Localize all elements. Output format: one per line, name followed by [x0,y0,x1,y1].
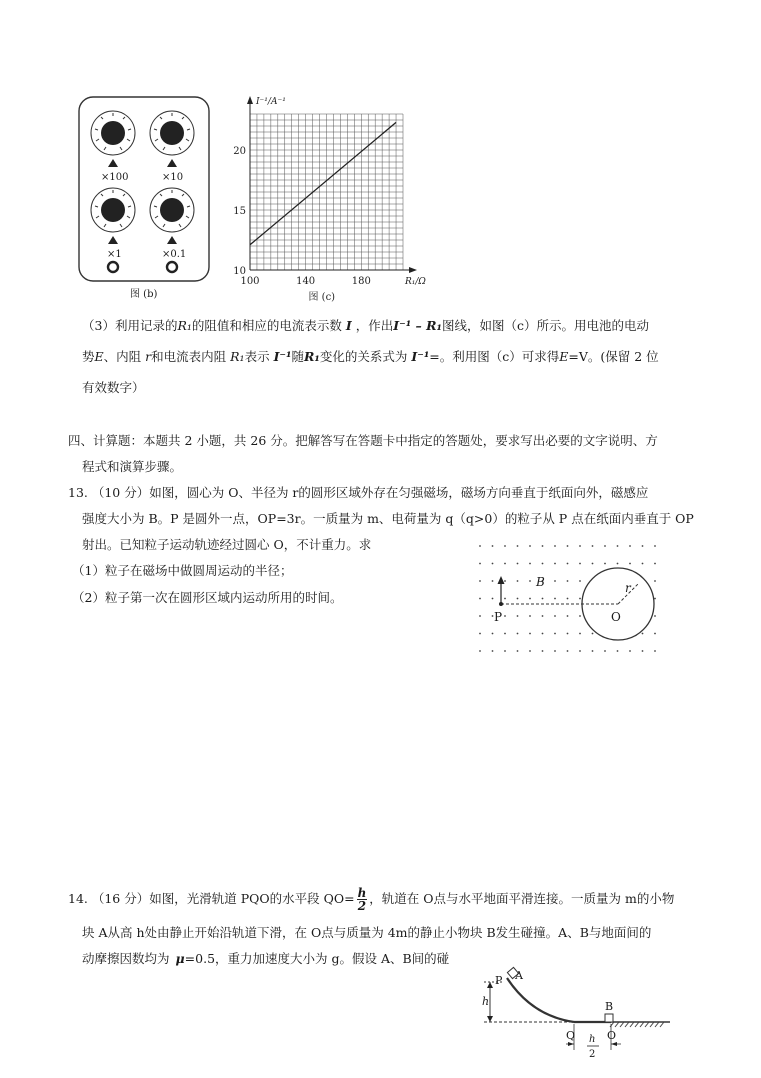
field-dot [504,580,506,582]
field-dot [529,598,531,600]
figure-b [78,96,210,282]
label-P: P [494,610,503,624]
field-dot [492,545,494,547]
field-dot [542,650,544,652]
field-dot [554,633,556,635]
series-line [250,122,396,244]
field-dot [492,650,494,652]
fraction-num: h [589,1034,596,1045]
field-dot [542,598,544,600]
label-P: P [495,974,503,987]
field-dot [529,580,531,582]
field-dot [579,545,581,547]
field-dot [642,563,644,565]
curved-track [507,978,574,1022]
field-dot [479,545,481,547]
q13-subquestion-2: （2）粒子第一次在圆形区域内运动所用的时间。 [72,590,343,605]
figure-c-caption: 图 (c) [308,292,336,302]
field-dot [629,545,631,547]
section4-line-1: 四、计算题：本题共 2 小题，共 26 分。把解答写在答题卡中指定的答题处，要求写出必要的文字说明、方 [68,433,658,448]
field-dot [479,633,481,635]
field-dot [479,598,481,600]
ground-hatch [655,1022,659,1027]
field-dot [579,650,581,652]
knob-x100 [91,111,135,167]
field-dot [579,615,581,617]
field-dot [517,633,519,635]
q14-line-2: 块 A从高 h处由静止开始沿轨道下滑，在 O点与质量为 4m的静止小物块 B发生碰撞。A、B与地面间的 [82,925,652,940]
field-dot [617,563,619,565]
q14-line-1: 14. （16 分）如图，光滑轨道 PQO的水平段 QO= $\frac{h}{2}$ ，轨道在 O点与水平地面平滑连接。一质量为 m的小物 [68,886,675,913]
field-dot [604,563,606,565]
field-dot [492,580,494,582]
q12-line-2: 势E、内阻 r和电流表内阻 R₁表示 I⁻¹随R₁变化的关系式为 I⁻¹=。利用图（c）可求得E=V。(保留 2 位 [82,349,659,364]
label-O: O [607,1029,617,1042]
section4-line-2: 程式和演算步骤。 [82,459,183,474]
q14-figure [474,964,674,1074]
field-dot [504,633,506,635]
field-dot [604,545,606,547]
field-dot [542,545,544,547]
field-dot [617,650,619,652]
field-dot [567,563,569,565]
label-B: B [605,1000,614,1013]
multiplier-label: ×0.1 [162,249,187,260]
ground-hatch [645,1022,649,1027]
ground-hatch [640,1022,644,1027]
q12-line-1: （3）利用记录的R₁的阻值和相应的电流表示数 I ，作出I⁻¹ – R₁图线，如图（c）所示。用电池的电动 [82,318,650,333]
multiplier-label: ×100 [101,172,129,183]
field-dot [517,563,519,565]
field-dot [567,545,569,547]
label-B: B [536,575,545,589]
field-dot [642,650,644,652]
magnetic-field-diagram [474,540,664,658]
field-dot [567,615,569,617]
y-axis-label: I⁻¹/A⁻¹ [256,97,286,107]
q13-line-3: 射出。已知粒子运动轨迹经过圆心 O，不计重力。求 [82,537,372,552]
multiplier-label: ×1 [107,249,122,260]
y-tick-label: 10 [233,266,246,277]
field-dot [479,615,481,617]
field-dot [479,580,481,582]
knob-x10 [150,111,194,167]
field-dot [654,615,656,617]
label-A: A [515,969,523,982]
q13-line-2: 强度大小为 B。P 是圆外一点，OP=3r。一质量为 m、电荷量为 q（q>0）的粒子从 P 点在纸面内垂直于 OP [82,511,694,526]
figure-c-chart [228,92,428,302]
field-dot [517,650,519,652]
field-dot [592,633,594,635]
label-h: h [482,995,490,1008]
field-dot [517,598,519,600]
chart-svg [228,92,428,302]
field-dot [554,650,556,652]
field-dot [492,563,494,565]
field-dot [604,650,606,652]
label-r: r [625,581,631,595]
field-dot [554,580,556,582]
field-dot [654,598,656,600]
q13-subquestion-1: （1）粒子在磁场中做圆周运动的半径； [72,563,293,578]
field-dot [579,563,581,565]
q14-line-3: 动摩擦因数均为 μ=0.5，重力加速度大小为 g。假设 A、B间的碰 [82,951,450,966]
field-dot [567,633,569,635]
ground-hatch [625,1022,629,1027]
field-dot [654,563,656,565]
x-axis-label: R₁/Ω [405,277,426,287]
field-dot [567,598,569,600]
field-dot [517,545,519,547]
field-dot [504,598,506,600]
field-dot [654,545,656,547]
field-dot [592,650,594,652]
field-dot [529,615,531,617]
fraction-h-over-2: $\frac{h}{2}$ [357,886,367,913]
field-dot [554,545,556,547]
track-diagram [474,964,674,1074]
field-dot [592,563,594,565]
field-dot [554,598,556,600]
q12-line-3: 有效数字） [82,380,145,395]
field-dot [504,545,506,547]
field-dot [529,545,531,547]
fraction-den: 2 [589,1049,596,1060]
field-dot [542,633,544,635]
ground-hatch [660,1022,664,1027]
ground-hatch [635,1022,639,1027]
field-dot [504,615,506,617]
field-dot [504,563,506,565]
block-B [605,1014,613,1022]
q13-figure [474,540,664,658]
field-dot [642,633,644,635]
label-O: O [611,610,621,624]
field-dot [529,563,531,565]
multiplier-label: ×10 [162,172,184,183]
field-dot [492,598,494,600]
x-tick-label: 180 [351,276,371,287]
field-dot [529,650,531,652]
field-dot [529,633,531,635]
velocity-arrow [498,576,505,584]
field-dot [567,650,569,652]
ground-hatch [630,1022,634,1027]
field-dot [542,563,544,565]
field-dot [479,563,481,565]
field-dot [642,545,644,547]
field-dot [517,615,519,617]
field-dot [492,633,494,635]
field-dot [567,580,569,582]
field-dot [592,545,594,547]
x-tick-label: 140 [296,276,316,287]
resistance-box-diagram [78,96,210,282]
field-dot [542,615,544,617]
q13-line-1: 13. （10 分）如图，圆心为 O、半径为 r的圆形区域外存在匀强磁场，磁场方向垂直于纸面向外，磁感应 [68,485,649,500]
field-dot [579,598,581,600]
y-tick-label: 20 [233,146,246,157]
x-tick-label: 100 [240,276,260,287]
field-dot [617,545,619,547]
field-dot [554,563,556,565]
ground-hatch [650,1022,654,1027]
field-dot [654,633,656,635]
ground-hatch [620,1022,624,1027]
label-Q: Q [566,1029,576,1042]
field-dot [579,633,581,635]
field-dot [629,563,631,565]
field-dot [654,580,656,582]
field-dot [479,650,481,652]
y-tick-label: 15 [233,206,246,217]
field-dot [579,580,581,582]
field-dot [629,650,631,652]
y-axis-arrow [247,96,253,104]
field-dot [517,580,519,582]
ground-hatch [615,1022,619,1027]
field-dot [654,650,656,652]
field-dot [504,650,506,652]
figure-b-caption: 图 (b) [130,289,158,300]
x-axis-arrow [409,267,417,273]
field-dot [554,615,556,617]
